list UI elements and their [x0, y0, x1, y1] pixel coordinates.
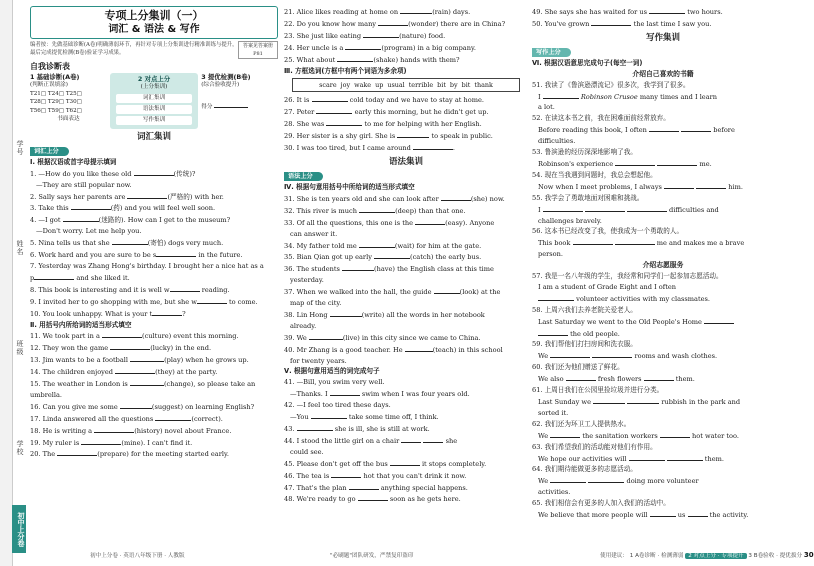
- question-15-cont: umbrella.: [30, 390, 63, 399]
- answer-blank[interactable]: [627, 204, 667, 212]
- diagnosis-title: 自我诊断表: [30, 62, 70, 71]
- answer-blank[interactable]: [34, 272, 74, 280]
- diag-box-a-title: 1 基础诊断(A卷): [30, 73, 80, 81]
- answer-blank[interactable]: [63, 214, 99, 222]
- answer-blank[interactable]: [110, 342, 150, 350]
- page-title: 专项上分集训（一）: [104, 9, 204, 22]
- question-57-cont: volunteer activities with my classmates.: [532, 293, 794, 305]
- footer-advice-label: 使用建议：: [600, 553, 628, 559]
- question-59-en: We rooms and wash clothes.: [538, 352, 718, 361]
- answer-blank[interactable]: [115, 366, 155, 374]
- answer-blank[interactable]: [400, 6, 432, 14]
- answer-blank[interactable]: [627, 396, 659, 404]
- diag-box-a-foot: 书面表达: [57, 116, 80, 123]
- question-42: 42. —I feel too tired these days.: [284, 401, 391, 410]
- question-45: 45. Please don't get off the bus it stops completely.: [284, 459, 487, 468]
- answer-blank[interactable]: [330, 309, 362, 317]
- answer-blank[interactable]: [660, 430, 690, 438]
- question-6: 6. Work hard and you are sure to be s in the future.: [30, 251, 243, 260]
- question-64-cont: activities.: [538, 488, 571, 497]
- question-52-en: Before reading this book, I often before: [538, 126, 735, 135]
- side-label-student-id: 学号: [16, 140, 24, 156]
- answer-blank[interactable]: [650, 509, 676, 517]
- question-44: 44. I stood the little girl on a chair she: [284, 436, 458, 445]
- question-59: 59. 我们帮他们打扫房间和洗衣服。: [532, 340, 637, 349]
- question-47: 47. That's the plan anything special happens.: [284, 483, 468, 492]
- score-blank[interactable]: [214, 100, 248, 108]
- answer-blank[interactable]: [681, 124, 711, 132]
- question-41-reply: —Thanks. I swim when I was four years old.: [290, 390, 470, 399]
- title-box: [30, 6, 278, 39]
- question-20: 20. The (prepare) for the meeting started early.: [30, 450, 229, 459]
- side-label-class: 班级: [16, 340, 24, 356]
- question-61-en: Last Sunday we rubbish in the park and: [538, 398, 741, 406]
- question-12: 12. They won the game (lucky) in the end.: [30, 344, 212, 353]
- answer-blank[interactable]: [102, 330, 142, 338]
- question-1: 1. —How do you like these old (传统)?: [30, 169, 196, 178]
- answer-blank[interactable]: [664, 181, 694, 189]
- question-5: 5. Nina tells us that she (寄怕) dogs very much.: [30, 239, 224, 248]
- answer-blank[interactable]: [316, 106, 352, 114]
- question-44-cont: could see.: [290, 447, 324, 456]
- question-9: 9. I invited her to go shopping with me, but she w to come.: [30, 297, 258, 306]
- answer-blank[interactable]: [345, 42, 381, 50]
- column-3: [532, 6, 794, 546]
- footer-right: [600, 551, 814, 559]
- answer-blank[interactable]: [688, 509, 708, 517]
- part-1-heading: Ⅰ. 根据汉语或首字母提示填词: [30, 157, 117, 166]
- answer-blank[interactable]: [309, 332, 343, 340]
- answer-blank[interactable]: [127, 191, 167, 199]
- topic-1-heading: 介绍自己喜欢的书籍: [632, 69, 694, 78]
- question-7: 7. Yesterday was Zhang Hong's birthday. I brought her a nice hat as a: [30, 261, 264, 270]
- part-4-heading: Ⅳ. 根据句意用括号中所给词的适当形式填空: [284, 182, 415, 191]
- question-13: 13. Jim wants to be a football (play) when he grows up.: [30, 356, 249, 365]
- question-35: 35. Bian Qian got up early (catch) the early bus.: [284, 253, 482, 262]
- writing-pill: 写作上分: [532, 48, 571, 57]
- question-37: 37. When we walked into the hall, the guide (look) at the: [284, 288, 501, 297]
- question-53: 53. 鲁滨逊的经历深深地影响了我。: [532, 148, 637, 157]
- diag-cells-row[interactable]: T28□ T29□ T30□: [30, 99, 82, 106]
- question-18: 18. He is writing a (history) novel about France.: [30, 426, 232, 435]
- question-62: 62. 我们还为环卫工人提供热水。: [532, 419, 631, 428]
- diag-box-b-sub: (综合验收提升): [201, 82, 240, 89]
- word-choice-box: scare joy wake up usual terrible bit by bit thank: [292, 78, 520, 92]
- writing-section-title: 写作集训: [645, 32, 680, 43]
- question-33-cont: can answer it.: [290, 229, 338, 238]
- answer-blank[interactable]: [374, 251, 410, 259]
- answer-blank[interactable]: [696, 181, 726, 189]
- part-6-heading: Ⅵ. 根据汉语意思完成句子(每空一词): [532, 58, 643, 67]
- question-17: 17. Linda answered all the questions (correct).: [30, 414, 223, 423]
- answer-blank[interactable]: [413, 142, 453, 150]
- diag-box-b: [201, 73, 278, 129]
- question-50: 50. You've grown the last time I saw you.: [532, 19, 712, 28]
- answer-blank[interactable]: [358, 493, 388, 501]
- question-29: 29. Her sister is a shy girl. She is to speak in public.: [284, 132, 493, 141]
- answer-blank[interactable]: [566, 373, 596, 381]
- answer-blank[interactable]: [588, 475, 624, 483]
- question-15: 15. The weather in London is (change), so please take an: [30, 380, 256, 389]
- question-51: 51. 我读了《鲁滨逊漂流记》很多次，我学到了很多。: [532, 80, 690, 89]
- question-52: 52. 在读这本书之前，我在困难面前经常放弃。: [532, 114, 670, 123]
- question-46: 46. The tea is hot that you can't drink it now.: [284, 471, 467, 480]
- diag-cells-row[interactable]: T56□ T59□ T62□: [30, 107, 82, 114]
- editor-note: [30, 41, 278, 59]
- answer-blank[interactable]: [644, 373, 674, 381]
- answer-blank[interactable]: [363, 30, 399, 38]
- question-22: 22. Do you know how many (wonder) there are in China?: [284, 19, 506, 28]
- question-51-en: I Robinson Crusoe many times and I learn: [538, 92, 718, 101]
- answer-blank[interactable]: [130, 378, 164, 386]
- diag-cells-row[interactable]: T21□ T24□ T25□: [30, 90, 82, 97]
- question-60: 60. 我们还为他们赠送了鲜花。: [532, 363, 624, 372]
- answer-blank[interactable]: [543, 91, 579, 99]
- grammar-section-title: 语法集训: [388, 156, 423, 167]
- question-56-en: This book me and makes me a brave: [538, 239, 745, 248]
- answer-blank[interactable]: [550, 430, 580, 438]
- question-34: 34. My father told me (wait) for him at the gate.: [284, 241, 482, 250]
- question-56: 56. 这本书已经改变了我，使我成为一个勇敢的人。: [532, 227, 684, 236]
- question-55: 55. 我学会了勇敢地面对困难和挑战。: [532, 193, 644, 202]
- diag-box-a: [30, 73, 107, 129]
- question-10: 10. You look unhappy. What is your t ?: [30, 309, 186, 318]
- question-28: 28. She was to me for helping with her English.: [284, 120, 482, 129]
- question-31: 31. She is ten years old and she can look after (she) now.: [284, 194, 505, 203]
- footer-step-2: 2 对点上分 · 专项提升: [685, 553, 746, 559]
- question-57-en: I am a student of Grade Eight and I often: [538, 282, 677, 291]
- answer-blank[interactable]: [359, 205, 395, 213]
- question-1-reply: —They are still popular now.: [36, 180, 132, 189]
- answer-blank[interactable]: [543, 204, 583, 212]
- answer-blank[interactable]: [629, 453, 665, 461]
- answer-blank[interactable]: [155, 413, 191, 421]
- question-58-cont: the old people.: [532, 328, 794, 340]
- diag-step-num: 2: [137, 75, 143, 83]
- page-subtitle: 词汇 & 语法 & 写作: [108, 24, 200, 35]
- part-5-heading: Ⅴ. 根据句意用适当的词完成句子: [284, 367, 380, 376]
- answer-blank[interactable]: [378, 18, 408, 26]
- answer-blank[interactable]: [156, 249, 196, 257]
- question-51-cont: a lot.: [538, 103, 555, 112]
- question-8: 8. This book is interesting and it is well w reading.: [30, 285, 230, 294]
- footer-step-1: 1 A卷诊断 · 检测薄弱: [629, 553, 684, 559]
- question-40: 40. Mr Zhang is a good teacher. He (teach) in this school: [284, 345, 503, 354]
- question-56-cont: person.: [538, 250, 563, 259]
- answer-blank[interactable]: [538, 328, 568, 336]
- question-55-en: I difficulties and: [538, 205, 719, 214]
- binding-gutter: [0, 0, 13, 566]
- diag-box-mid: [110, 73, 198, 129]
- answer-blank[interactable]: [434, 286, 460, 294]
- answer-blank[interactable]: [134, 168, 174, 176]
- question-54-en: Now when I meet problems, I always him.: [538, 182, 743, 191]
- question-61-cont: sorted it.: [538, 408, 569, 417]
- question-58-en: Last Saturday we went to the Old People's Home: [532, 316, 794, 328]
- answer-blank[interactable]: [152, 308, 182, 316]
- question-36-cont: yesterday.: [290, 276, 324, 285]
- page-number: 30: [803, 551, 814, 559]
- question-42-reply: —You take some time off, I think.: [290, 413, 439, 422]
- question-26: 26. It is cold today and we have to stay at home.: [284, 96, 485, 105]
- answer-blank[interactable]: [615, 158, 655, 166]
- diagnosis-table: [30, 73, 278, 129]
- answer-blank[interactable]: [550, 350, 590, 358]
- vocab-section-title: 词汇集训: [136, 131, 171, 142]
- answer-blank[interactable]: [657, 158, 697, 166]
- answer-blank[interactable]: [81, 437, 121, 445]
- answer-blank[interactable]: [649, 6, 685, 14]
- question-49: 49. She says she has waited for us two hours.: [532, 8, 723, 16]
- footer-left: 初中上分卷 · 英语八年级下册 · 人教版: [90, 553, 185, 559]
- part-3-heading: Ⅲ. 方框选词(方框中有两个词语为多余项): [284, 66, 407, 75]
- answer-blank[interactable]: [667, 453, 703, 461]
- diag-box-mid-title: 对点上分: [144, 75, 171, 83]
- question-57: 57. 我是一名八年级的学生，我经常和同学们一起参加志愿活动。: [532, 272, 723, 281]
- answer-blank[interactable]: [649, 124, 679, 132]
- diag-chip-writing: 写作集训: [116, 116, 192, 125]
- question-24: 24. Her uncle is a (program) in a big company.: [284, 43, 476, 52]
- side-badge: 初中上分卷: [12, 505, 26, 553]
- answer-blank[interactable]: [390, 458, 420, 466]
- question-43: 43. she is ill, she is still at work.: [284, 425, 430, 433]
- topic-2-heading: 介绍志愿服务: [642, 261, 684, 270]
- question-58: 58. 上周六我们去养老院关爱老人。: [532, 305, 637, 314]
- answer-blank[interactable]: [337, 54, 373, 62]
- answer-blank[interactable]: [170, 284, 200, 292]
- answer-blank[interactable]: [71, 202, 111, 210]
- editor-note-text: 编者按：先做基础诊断(A卷)明确薄弱环节，再针对专项上分集训进行精准训练与提升，最后完成提优检测(B卷)验证学习成果。: [30, 42, 238, 56]
- answer-blank[interactable]: [550, 475, 586, 483]
- question-39: 39. We (live) in this city since we came to China.: [284, 333, 481, 342]
- answer-blank[interactable]: [326, 118, 362, 126]
- answer-blank[interactable]: [397, 130, 429, 138]
- question-11: 11. We took part in a (culture) event this morning.: [30, 332, 239, 341]
- answer-blank[interactable]: [349, 482, 379, 490]
- diag-box-a-sub: (判断正误填涂): [30, 82, 68, 89]
- question-65-en: We believe that more people will us the activity.: [538, 511, 749, 520]
- answer-blank[interactable]: [704, 316, 734, 324]
- side-label-school: 学校: [16, 440, 24, 456]
- score-label: 得分: [201, 103, 213, 110]
- answer-blank[interactable]: [593, 396, 625, 404]
- answer-note: 答案见答案册 P81: [238, 41, 278, 59]
- question-65: 65. 我们相信会有更多的人加入我们的活动中。: [532, 499, 670, 508]
- answer-blank[interactable]: [94, 425, 134, 433]
- grammar-pill: 语法上分: [284, 172, 323, 181]
- column-1: [30, 6, 278, 546]
- question-55-cont: challenges bravely.: [538, 216, 602, 225]
- answer-blank[interactable]: [592, 350, 632, 358]
- footer-step-3: 3 B卷验收 · 提优拔分: [748, 553, 803, 559]
- answer-blank[interactable]: [591, 18, 631, 26]
- question-40-cont: for twenty years.: [290, 356, 347, 365]
- vocab-pill: 词汇上分: [30, 147, 69, 156]
- question-19: 19. My ruler is (mine). I can't find it.: [30, 438, 193, 447]
- answer-blank[interactable]: [423, 435, 443, 443]
- question-63: 63. 我们希望我们的活动能对他们有作用。: [532, 442, 657, 451]
- question-62-en: We the sanitation workers hot water too.: [538, 431, 739, 440]
- question-54: 54. 现在当我遇到问题时，我总会想起他。: [532, 170, 657, 179]
- question-38: 38. Lin Hong (write) all the words in her notebook: [284, 310, 485, 319]
- question-37-cont: map of the city.: [290, 299, 342, 308]
- answer-blank[interactable]: [130, 354, 164, 362]
- question-3: 3. Take this (药) and you will feel well soon.: [30, 204, 216, 213]
- question-30: 30. I was too tired, but I came around .: [284, 144, 456, 153]
- diag-chip-vocab: 词汇集训: [116, 94, 192, 103]
- answer-blank[interactable]: [573, 237, 613, 245]
- question-64-en: We doing more volunteer: [538, 477, 699, 486]
- question-60-en: We also fresh flowers them.: [538, 375, 695, 384]
- question-4: 4. —I got (迷路的). How can I get to the museum?: [30, 216, 231, 225]
- question-7-cont: p and she liked it.: [30, 273, 130, 282]
- answer-blank[interactable]: [401, 435, 421, 443]
- side-label-name: 姓名: [16, 240, 24, 256]
- answer-blank[interactable]: [112, 237, 148, 245]
- question-2: 2. Sally says her parents are (严格的) with her.: [30, 192, 224, 201]
- question-14: 14. The children enjoyed (they) at the party.: [30, 368, 218, 377]
- answer-blank[interactable]: [615, 237, 655, 245]
- diag-box-b-title: 3 提优检测(B卷): [201, 73, 251, 81]
- question-16: 16. Can you give me some (suggest) on learning English?: [30, 402, 255, 411]
- question-61: 61. 上周日我们在公园里捡垃圾并进行分类。: [532, 386, 664, 395]
- question-53-en: Robinson's experience me.: [538, 159, 712, 168]
- answer-blank[interactable]: [538, 293, 574, 301]
- column-2: [284, 6, 528, 546]
- question-48: 48. We're ready to go soon as he gets here.: [284, 495, 461, 504]
- question-27: 27. Peter early this morning, but he didn't get up.: [284, 108, 489, 117]
- question-33: 33. Of all the questions, this one is the (easy). Anyone: [284, 218, 495, 227]
- question-64: 64. 我们期待能做更多的志愿活动。: [532, 465, 637, 474]
- part-2-heading: Ⅱ. 用括号内所给词的适当形式填空: [30, 320, 132, 329]
- diag-chip-grammar: 语法集训: [116, 105, 192, 114]
- question-25: 25. What about (shake) hands with them?: [284, 55, 460, 64]
- question-38-cont: already.: [290, 321, 317, 330]
- answer-blank[interactable]: [330, 388, 360, 396]
- question-23: 23. She just like eating (nature) food.: [284, 31, 446, 40]
- question-63-en: We hope our activities will them.: [538, 454, 724, 463]
- question-32: 32. This river is much (deep) than that one.: [284, 206, 466, 215]
- answer-blank[interactable]: [120, 401, 152, 409]
- answer-blank[interactable]: [441, 193, 471, 201]
- footer-center: "必刷题"团队研发，严禁复印盗印: [330, 553, 414, 559]
- answer-blank[interactable]: [57, 448, 97, 456]
- answer-blank[interactable]: [312, 94, 348, 102]
- question-52-cont: difficulties.: [538, 137, 576, 146]
- question-41: 41. —Bill, you swim very well.: [284, 378, 385, 387]
- diag-box-mid-sub: (上分集训): [140, 84, 168, 91]
- answer-blank[interactable]: [331, 470, 361, 478]
- question-36: 36. The students (have) the English class at this time: [284, 265, 494, 274]
- answer-blank[interactable]: [359, 240, 395, 248]
- answer-blank[interactable]: [585, 204, 625, 212]
- answer-blank[interactable]: [297, 423, 333, 431]
- question-21: 21. Alice likes reading at home on (rain) days.: [284, 8, 471, 16]
- answer-blank[interactable]: [197, 296, 227, 304]
- answer-blank[interactable]: [342, 263, 374, 271]
- answer-blank[interactable]: [405, 344, 433, 352]
- answer-blank[interactable]: [311, 411, 347, 419]
- question-4-reply: —Don't worry. Let me help you.: [36, 227, 142, 236]
- answer-blank[interactable]: [415, 217, 445, 225]
